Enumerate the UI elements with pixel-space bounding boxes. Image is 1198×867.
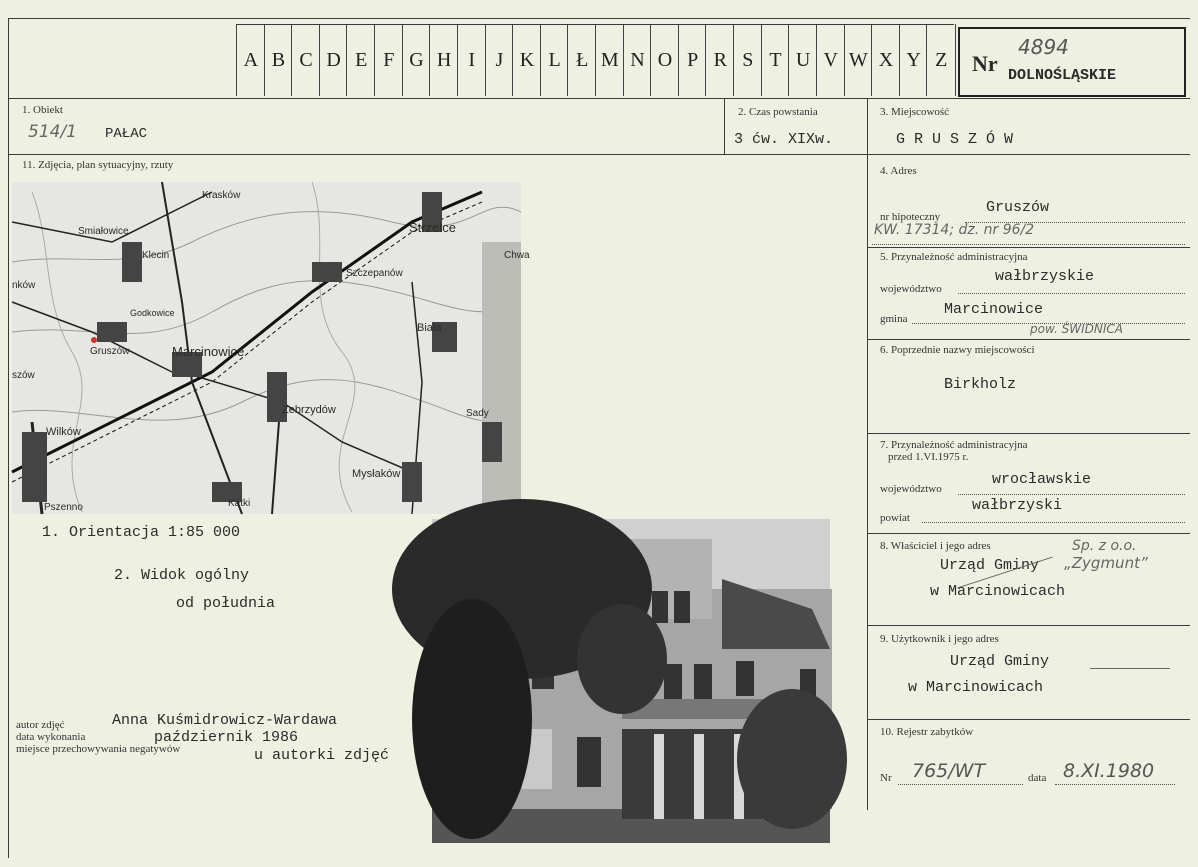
rejestr-nr-dotted [898, 784, 1023, 785]
przed-date-label: przed 1.VI.1975 r. [888, 451, 969, 463]
alphabet-letter: S [733, 24, 762, 96]
right-column-divider [867, 154, 868, 810]
map-label-zebrzydow: Zebrzydów [282, 404, 336, 416]
region-stamp: DOLNOŚLĄSKIE [1008, 67, 1117, 84]
miejsce-label: miejsce przechowywania negatywów [16, 743, 181, 755]
left-border [8, 18, 9, 858]
alphabet-letter: Z [926, 24, 956, 96]
czas-label: 2. Czas powstania [738, 106, 818, 118]
alphabet-letter: D [319, 24, 348, 96]
map-label-nkow: nków [12, 280, 36, 291]
rejestr-data-label: data [1028, 772, 1047, 784]
czas-value: 3 ćw. XIXw. [734, 131, 834, 148]
alphabet-letter: V [816, 24, 845, 96]
przed-label: 7. Przynależność administracyjna [880, 439, 1028, 451]
adres-dotted-line-2 [872, 244, 1185, 245]
alphabet-letter: C [291, 24, 320, 96]
wlasciciel-handwritten-2: „Zygmunt” [1064, 554, 1148, 572]
wlasciciel-handwritten-1: Sp. z o.o. [1072, 538, 1137, 554]
map-label-biala: Biała [417, 322, 442, 334]
alphabet-letter: U [788, 24, 817, 96]
photo-drawing [432, 519, 830, 843]
hipoteczny-label: nr hipoteczny [880, 211, 941, 223]
nr-value: 4894 [1018, 35, 1069, 59]
uzytkownik-line2: w Marcinowicach [908, 679, 1044, 696]
przed-woj-label: województwo [880, 483, 942, 495]
caption-orientation: 1. Orientacja 1:85 000 [42, 524, 241, 541]
sec6-line [867, 339, 1190, 340]
uzytkownik-mark [1090, 668, 1170, 669]
building-photo [432, 519, 830, 843]
map-label-godkowice: Godkowice [130, 308, 175, 318]
caption-view-direction: od południa [176, 595, 276, 612]
map-label-wilkow: Wilków [46, 426, 81, 438]
poprzednie-label: 6. Poprzednie nazwy miejscowości [880, 344, 1035, 356]
uzytkownik-label: 9. Użytkownik i jego adres [880, 633, 999, 645]
map-label-sady: Sady [466, 408, 489, 419]
alphabet-letter: B [264, 24, 293, 96]
map-label-szczepanow: Szczepanów [346, 268, 403, 279]
gmina-label: gmina [880, 313, 908, 325]
map-label-szow: szów [12, 370, 35, 381]
map-label-strzelce: Strzelce [409, 220, 456, 235]
wlasciciel-line1: Urząd Gminy [940, 557, 1040, 574]
map-label-marcinowice: Marcinowice [172, 344, 245, 359]
miejscowosc-value: G R U S Z Ó W [896, 131, 1014, 148]
gmina-value: Marcinowice [944, 301, 1044, 318]
przed-pow-value: wałbrzyski [972, 497, 1063, 514]
autor-date: październik 1986 [154, 729, 299, 746]
przed-pow-label: powiat [880, 512, 910, 524]
powiat-handwritten: pow. ŚWIDNICA [1030, 322, 1123, 336]
autor-label: autor zdjęć [16, 719, 65, 731]
autor-place: u autorki zdjęć [254, 747, 390, 764]
sec9-line [867, 625, 1190, 626]
alphabet-letter: I [457, 24, 486, 96]
map-label-kraskow: Krasków [202, 190, 241, 201]
alphabet-letter: M [595, 24, 624, 96]
map-label-smialowice: Smiałowice [78, 226, 129, 237]
alphabet-letter: E [346, 24, 375, 96]
obiekt-code: 514/1 [28, 122, 77, 142]
alphabet-letter: P [678, 24, 707, 96]
sec7-line [867, 433, 1190, 434]
row1-divider-a [724, 98, 725, 154]
rejestr-nr-value: 765/WT [912, 760, 986, 782]
przed-woj-dotted [958, 494, 1185, 495]
alphabet-letter: X [871, 24, 900, 96]
poprzednie-value: Birkholz [944, 376, 1017, 393]
alphabet-letter: Y [899, 24, 928, 96]
adres-label: 4. Adres [880, 165, 917, 177]
alphabet-top-line [236, 24, 954, 25]
alphabet-letter: L [540, 24, 569, 96]
przed-pow-dotted [922, 522, 1185, 523]
rejestr-data-value: 8.XI.1980 [1063, 760, 1155, 782]
autor-name: Anna Kuśmidrowicz-Wardawa [112, 712, 338, 729]
top-border [8, 18, 1190, 19]
caption-view: 2. Widok ogólny [114, 567, 250, 584]
map-label-gruszow: Gruszów [90, 346, 130, 357]
row2-top-line [8, 154, 1190, 155]
map-label-klecin: Klecin [142, 250, 170, 261]
rejestr-data-dotted [1055, 784, 1175, 785]
alphabet-letter: R [705, 24, 734, 96]
rejestr-label: 10. Rejestr zabytków [880, 726, 974, 738]
obiekt-label: 1. Obiekt [22, 104, 63, 116]
wojewodztwo-value: wałbrzyskie [995, 268, 1095, 285]
adres-handwritten: KW. 17314; dz. nr 96/2 [874, 222, 1035, 238]
nr-box [958, 27, 1186, 97]
row1-divider-b [867, 98, 868, 154]
alphabet-letter: N [623, 24, 652, 96]
alphabet-letter: H [429, 24, 458, 96]
alphabet-letter: K [512, 24, 541, 96]
nr-label: Nr [972, 51, 998, 76]
sec5-line [867, 247, 1190, 248]
alphabet-letter: J [485, 24, 514, 96]
wojewodztwo-label: województwo [880, 283, 942, 295]
map-label-katki: Kątki [228, 498, 251, 509]
miejscowosc-label: 3. Miejscowość [880, 106, 950, 118]
map-label-pszenno: Pszenno [44, 502, 83, 513]
sec8-line [867, 533, 1190, 534]
alphabet-letter: T [761, 24, 790, 96]
data-wykonania-label: data wykonania [16, 731, 86, 743]
map-label-chwa: Chwa [504, 250, 530, 261]
sec10-line [867, 719, 1190, 720]
adres-value: Gruszów [986, 199, 1050, 216]
orientation-map [12, 182, 530, 514]
alphabet-letter: A [236, 24, 265, 96]
alphabet-letter: G [402, 24, 431, 96]
przynaleznosc-label: 5. Przynależność administracyjna [880, 251, 1028, 263]
wlasciciel-line2: w Marcinowicach [930, 583, 1066, 600]
alphabet-letter: O [650, 24, 679, 96]
przed-woj-value: wrocławskie [992, 471, 1092, 488]
alphabet-letter: W [844, 24, 873, 96]
wojewodztwo-dotted [958, 293, 1185, 294]
obiekt-value: PAŁAC [105, 126, 148, 142]
alphabet-letter: Ł [567, 24, 596, 96]
uzytkownik-line1: Urząd Gminy [950, 653, 1050, 670]
alphabet-letter: F [374, 24, 403, 96]
wlasciciel-label: 8. Właściciel i jego adres [880, 540, 991, 552]
zdjecia-label: 11. Zdjęcia, plan sytuacyjny, rzuty [22, 159, 174, 171]
row1-top-line [8, 98, 1190, 99]
rejestr-nr-label: Nr [880, 772, 892, 784]
map-label-myslakow: Mysłaków [352, 468, 401, 480]
